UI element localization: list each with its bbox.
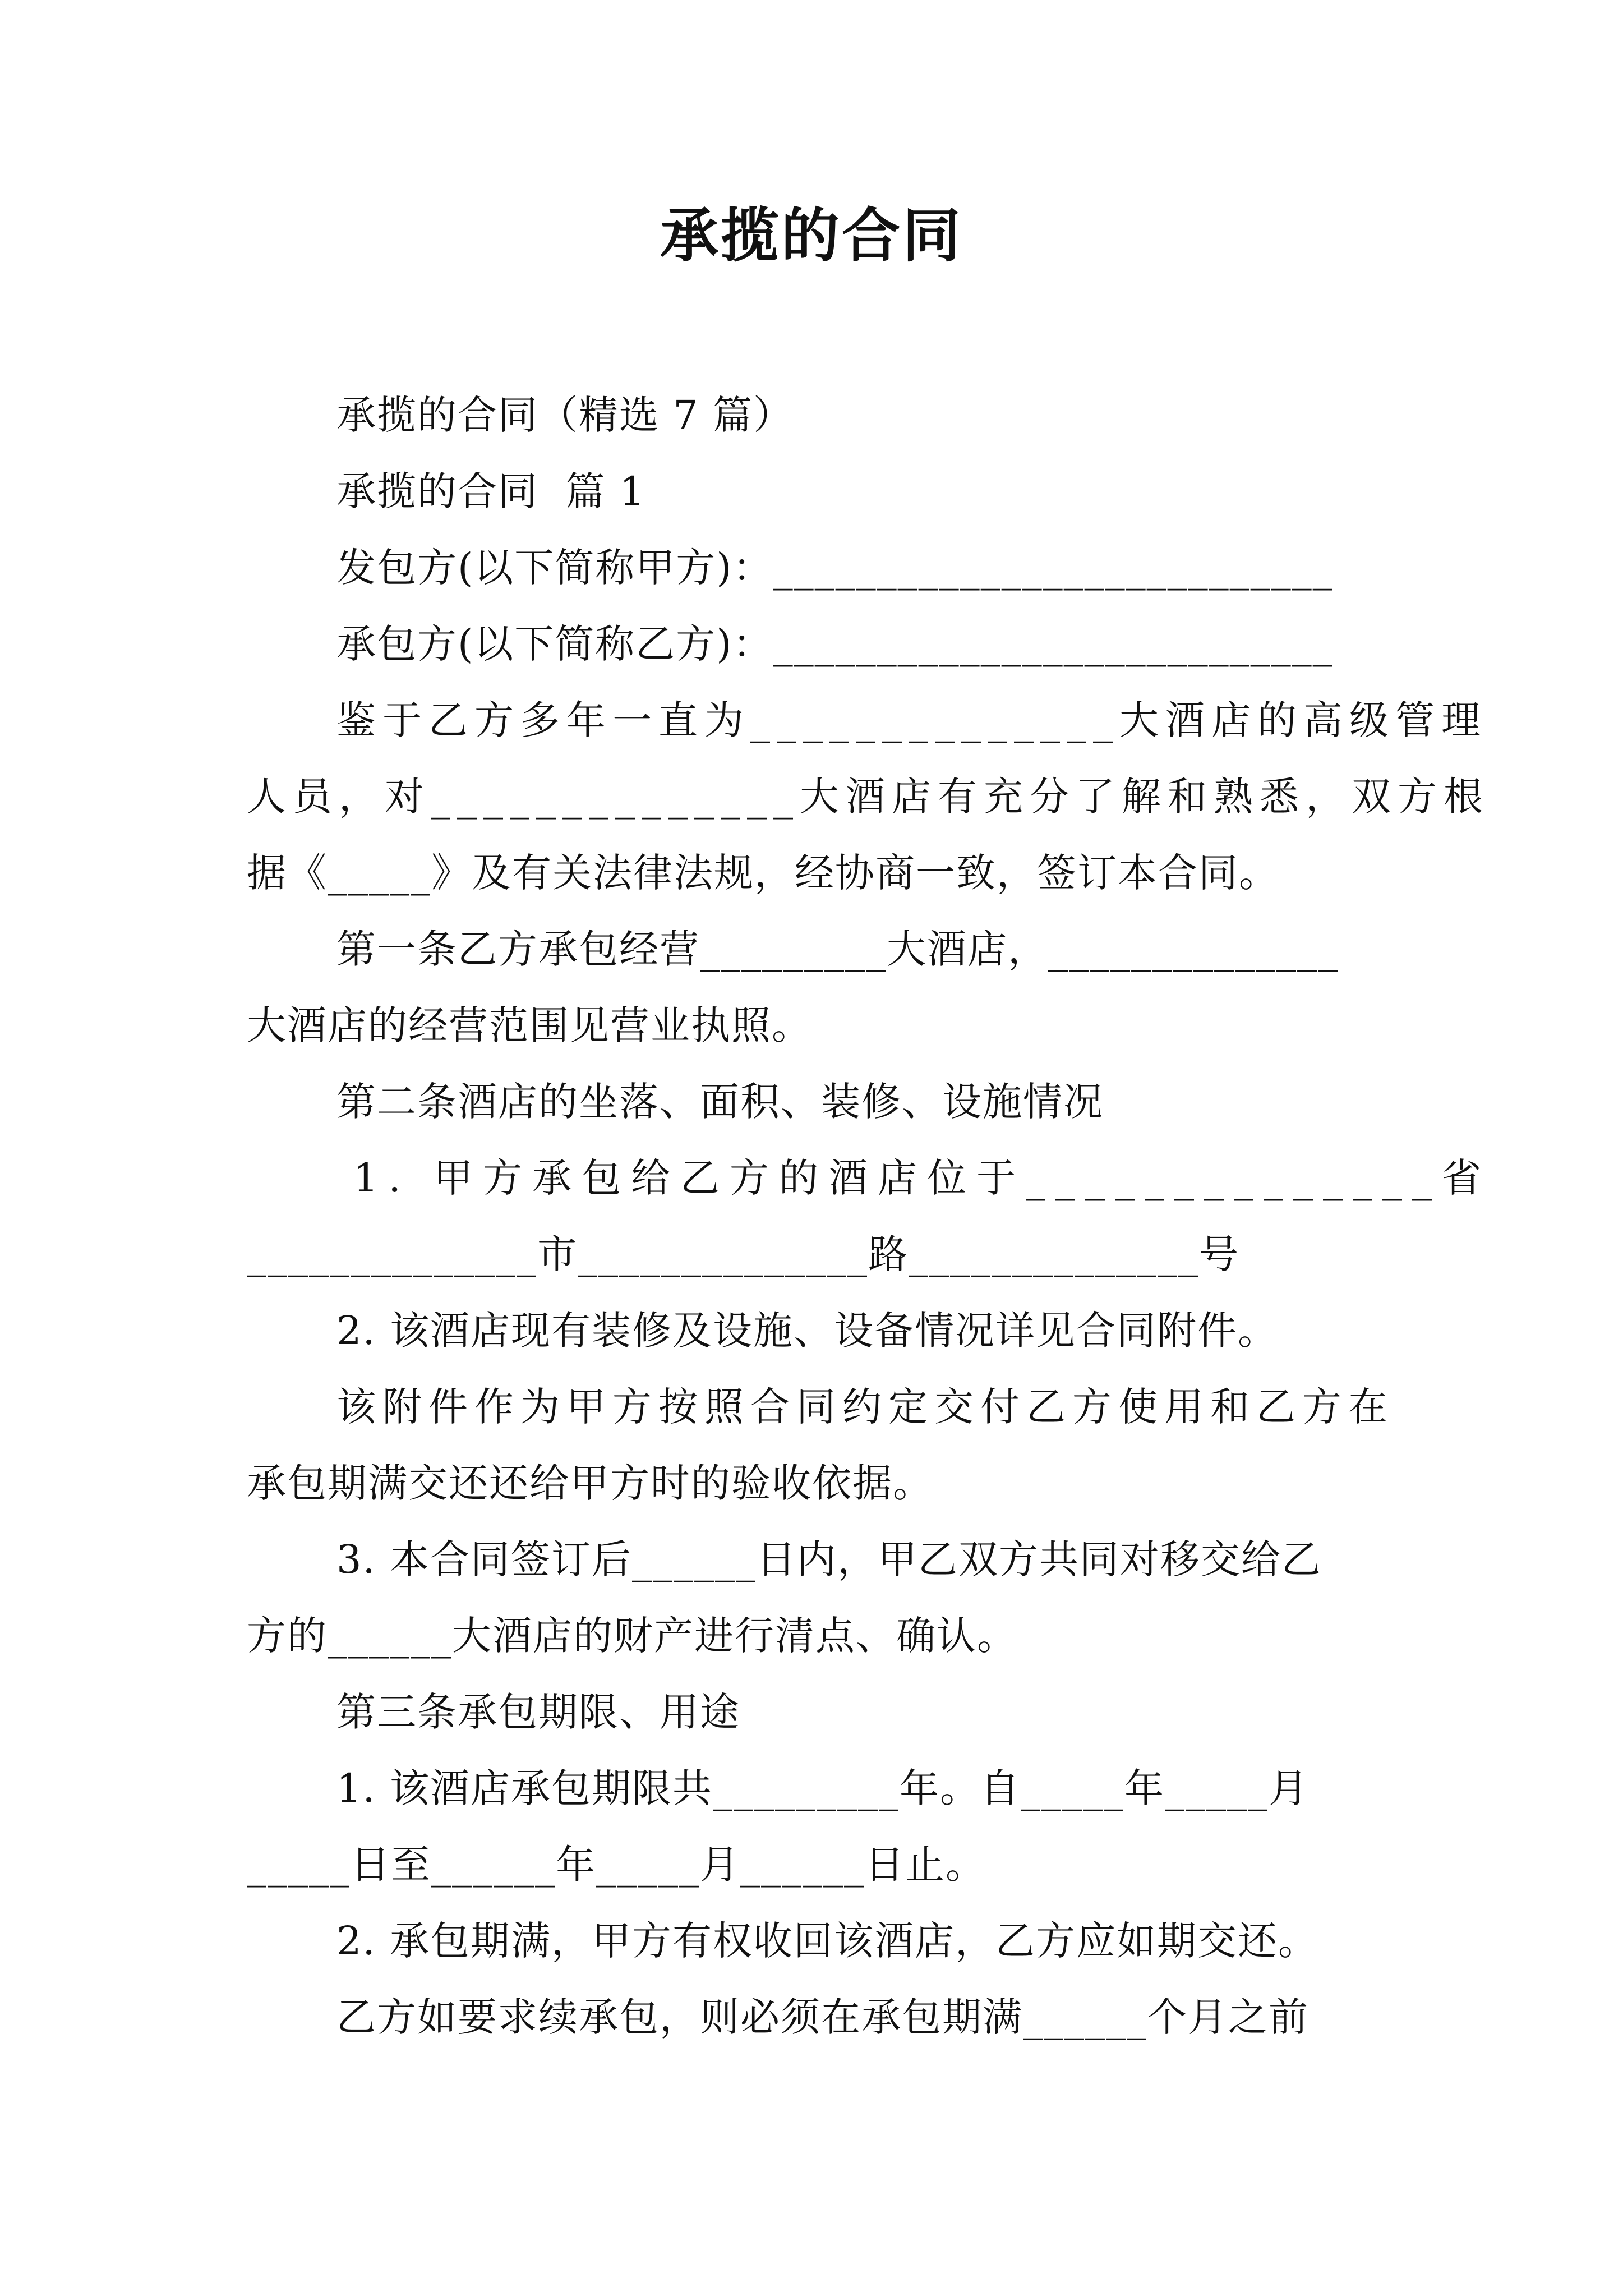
text-line: 鉴于乙方多年一直为______________大酒店的高级管理 bbox=[336, 697, 1487, 743]
text-line: 第三条承包期限、用途 bbox=[336, 1689, 740, 1735]
text-line: 承揽的合同（精选 7 篇） bbox=[336, 392, 794, 438]
text-line: 2. 承包期满，甲方有权收回该酒店，乙方应如期交还。 bbox=[336, 1918, 1319, 1964]
text-line: 2. 该酒店现有装修及设施、设备情况详见合同附件。 bbox=[336, 1308, 1279, 1354]
text-line: 第一条乙方承包经营_________大酒店，______________ bbox=[336, 926, 1339, 972]
text-line: 该附件作为甲方按照合同约定交付乙方使用和乙方在 bbox=[336, 1384, 1394, 1430]
text-line: 乙方如要求续承包，则必须在承包期满______个月之前 bbox=[336, 1994, 1309, 2040]
text-line: 据《_____》及有关法律法规，经协商一致，签订本合同。 bbox=[247, 850, 1279, 896]
text-line: ______________市______________路______________号 bbox=[247, 1231, 1239, 1277]
text-line: 人员，对______________大酒店有充分了解和熟悉，双方根 bbox=[247, 774, 1490, 820]
text-line: 第二条酒店的坐落、面积、装修、设施情况 bbox=[336, 1079, 1104, 1125]
text-line: 1. 甲方承包给乙方的酒店位于______________省 bbox=[353, 1155, 1492, 1201]
text-line: 大酒店的经营范围见营业执照。 bbox=[247, 1002, 812, 1048]
text-line: 承包方(以下简称乙方)：___________________________ bbox=[336, 621, 1334, 667]
text-line: 发包方(以下简称甲方)：___________________________ bbox=[336, 545, 1334, 591]
text-line: 方的______大酒店的财产进行清点、确认。 bbox=[247, 1613, 1017, 1659]
text-line: 1. 该酒店承包期限共_________年。自_____年_____月 bbox=[336, 1765, 1310, 1811]
text-line: 承揽的合同 篇 1 bbox=[336, 468, 646, 514]
text-line: 3. 本合同签订后______日内，甲乙双方共同对移交给乙 bbox=[336, 1536, 1322, 1582]
text-line: 承包期满交还还给甲方时的验收依据。 bbox=[247, 1460, 933, 1506]
text-line: _____日至______年_____月______日止。 bbox=[247, 1842, 986, 1888]
document-title: 承揽的合同 bbox=[660, 201, 963, 270]
